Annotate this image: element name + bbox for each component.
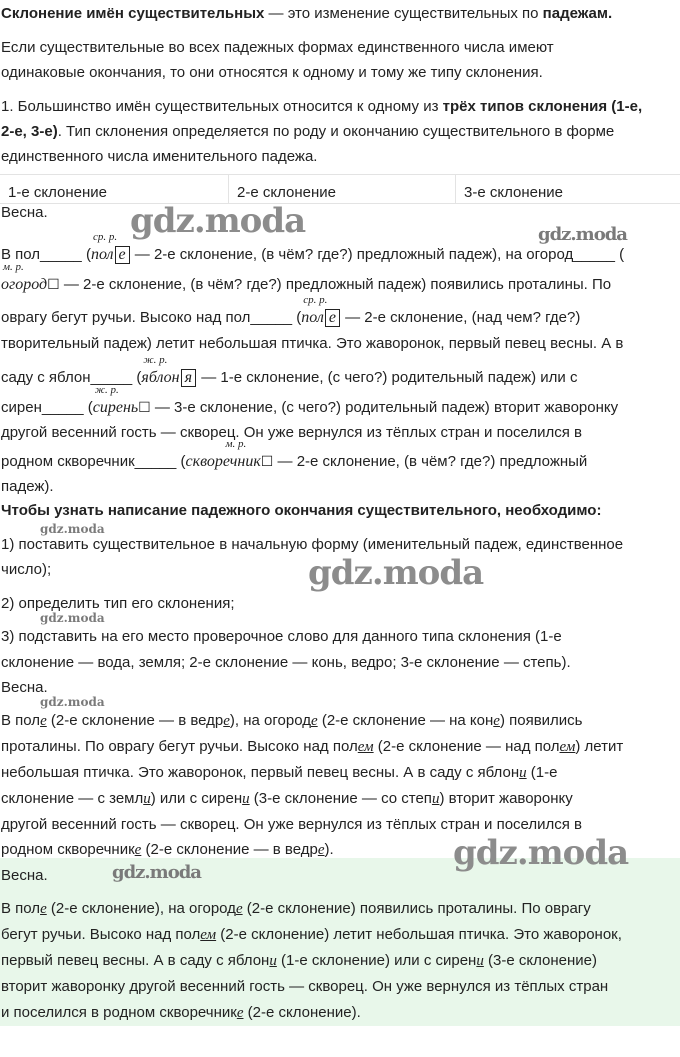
- ending: и: [143, 791, 151, 807]
- text: ) вторит жаворонку: [439, 790, 573, 807]
- rule-title: [1, 501, 601, 521]
- ending: и: [519, 765, 527, 781]
- text: (2-е склонение) летит небольшая птичка. Это жаворонок,: [216, 926, 622, 943]
- ending: е: [493, 713, 500, 729]
- rule-line: число);: [1, 561, 52, 578]
- text: (2-е склонение — в ведр: [46, 712, 224, 729]
- ending: е: [40, 713, 47, 729]
- text: сирен_____ (: [1, 399, 93, 416]
- text: склонение — с земл: [1, 790, 144, 807]
- paragraph-line: одинаковые окончания, то они относятся к одному и тому же типу склонения.: [1, 64, 543, 81]
- table-header-cell: 1-е склонение: [8, 184, 107, 201]
- watermark: gdz.moda: [40, 611, 105, 625]
- answer-line: [1, 925, 622, 945]
- paragraph-line: Если существительные во всех падежных формах единственного числа имеют: [1, 39, 554, 56]
- empty-ending-square: ☐: [138, 399, 151, 415]
- answer-line: [1, 951, 597, 971]
- bold-text: трёх типов склонения (1-е,: [442, 98, 643, 115]
- gender-mark: ср. р.: [303, 294, 328, 306]
- text: 1. Большинство имён существительных относится к одному из: [1, 98, 443, 115]
- gender-mark: м. р.: [3, 261, 24, 273]
- check-line: [1, 763, 557, 783]
- ending: и: [269, 953, 277, 969]
- watermark: gdz.moda: [40, 522, 105, 536]
- exercise-line: [1, 438, 588, 472]
- annotated-word: [92, 384, 139, 418]
- text: бегут ручьи. Высоко над пол: [1, 926, 201, 943]
- text: родном скворечник: [1, 841, 135, 858]
- ending: ем: [357, 739, 374, 755]
- italic-word: сирень: [92, 399, 139, 416]
- ending: и: [431, 791, 440, 807]
- text: — 2-е склонение, (в чём? где?) предложный: [273, 453, 588, 470]
- text: оврагу бегут ручьи. Высоко над пол_____ (: [1, 309, 302, 326]
- ending: и: [476, 953, 484, 969]
- italic-word: скворечник: [185, 453, 261, 470]
- paragraph-line: [1, 97, 642, 117]
- text: саду с яблон_____ (: [1, 369, 142, 386]
- exercise-line: падеж).: [1, 478, 54, 495]
- text: (3-е склонение): [483, 952, 597, 969]
- ending: е: [235, 901, 243, 917]
- text: небольшая птичка. Это жаворонок, первый певец весны. А в саду с яблон: [1, 764, 520, 781]
- gender-mark: ср. р.: [92, 231, 118, 243]
- check-line: [1, 711, 583, 731]
- check-title: Весна.: [1, 679, 48, 696]
- table-header-cell: 3-е склонение: [455, 175, 680, 203]
- text: (2-е склонение), на огород: [46, 900, 236, 917]
- text: . Тип склонения определяется по роду и окончанию существительного в форме: [57, 123, 615, 140]
- italic-word: огород: [1, 276, 48, 293]
- paragraph-line: единственного числа именительного падежа.: [1, 148, 318, 165]
- text: В пол_____ (: [1, 246, 91, 263]
- annotated-word: [301, 294, 328, 328]
- italic-word: пол: [301, 309, 324, 326]
- exercise-line: другой весенний гость — скворец. Он уже вернулся из тёплых стран и поселился в: [1, 424, 583, 441]
- definition-keyword: падежам.: [542, 5, 613, 22]
- rule-line: склонение — вода, земля; 2-е склонение — конь, ведро; 3-е склонение — степь).: [1, 654, 571, 671]
- rule-title-text: Чтобы узнать написание падежного окончания существительного, необходимо:: [1, 502, 602, 519]
- text: — 1-е склонение, (с чего?) родительный падеж) или с: [197, 369, 578, 386]
- ending: е: [134, 842, 142, 858]
- watermark: gdz.moda: [308, 553, 484, 593]
- definition-text: — это изменение существительных по: [264, 5, 543, 22]
- rule-line: 1) поставить существительное в начальную форму (именительный падеж, единственное: [1, 536, 624, 553]
- gender-mark: ж. р.: [143, 354, 168, 366]
- text: и поселился в родном скворечник: [1, 1004, 237, 1021]
- text: ) летит: [575, 738, 624, 755]
- text: ).: [324, 841, 334, 858]
- text: — 3-е склонение, (с чего?) родительный падеж) вторит жаворонку: [150, 399, 619, 416]
- answer-line: вторит жаворонку другой весенний гость — скворец. Он уже вернулся из тёплых стран: [1, 978, 609, 995]
- empty-ending-square: ☐: [260, 453, 274, 469]
- declension-table: [0, 174, 680, 204]
- watermark: gdz.moda: [40, 695, 105, 709]
- text: — 2-е склонение, (в чём? где?) предложный падеж), на огород_____ (: [130, 246, 625, 263]
- text: (2-е склонение — на кон: [317, 712, 494, 729]
- table-header-cell: 2-е склонение: [228, 175, 455, 203]
- text: ) или с сирен: [150, 790, 243, 807]
- answer-line: [1, 1003, 361, 1023]
- paragraph-line: [1, 122, 614, 142]
- text: (2-е склонение).: [243, 1004, 361, 1021]
- ending-box: е: [115, 246, 130, 264]
- exercise-line: творительный падеж) летит небольшая птичка. Это жаворонок, первый певец весны. А в: [1, 335, 624, 352]
- exercise-title: Весна.: [1, 204, 48, 221]
- text: (2-е склонение) появились проталины. По оврагу: [242, 900, 591, 917]
- definition: [1, 4, 612, 24]
- italic-word: пол: [90, 246, 114, 263]
- rule-line: 3) подставить на его место проверочное слово для данного типа склонения (1-е: [1, 628, 562, 645]
- annotated-word: [90, 231, 118, 265]
- annotated-word: [1, 261, 48, 295]
- text: — 2-е склонение, (над чем? где?): [340, 309, 581, 326]
- ending: е: [236, 1005, 244, 1021]
- answer-line: [1, 899, 591, 919]
- text: (3-е склонение — со степ: [249, 790, 432, 807]
- check-line: [1, 737, 623, 757]
- exercise-line: [1, 261, 612, 295]
- answer-title: Весна.: [1, 867, 48, 884]
- bold-text: 2-е, 3-е): [1, 123, 58, 140]
- text: В пол: [1, 712, 41, 729]
- text: — 2-е склонение, (в чём? где?) предложный падеж) появились проталины. По: [59, 276, 612, 293]
- watermark: gdz.moda: [130, 201, 306, 241]
- check-line: [1, 840, 334, 860]
- text: ) появились: [499, 712, 583, 729]
- ending: и: [242, 791, 250, 807]
- exercise-line: [1, 294, 581, 328]
- ending: ем: [559, 739, 576, 755]
- definition-term: Склонение имён существительных: [1, 5, 265, 22]
- ending: е: [40, 901, 47, 917]
- gender-mark: м. р.: [225, 438, 247, 450]
- check-line: [1, 789, 573, 809]
- watermark: gdz.moda: [112, 862, 201, 883]
- text: ), на огород: [229, 712, 311, 729]
- ending-box: е: [325, 309, 340, 327]
- text: (1-е склонение) или с сирен: [276, 952, 477, 969]
- watermark: gdz.moda: [538, 224, 627, 245]
- ending-box: я: [181, 369, 196, 387]
- ending: е: [223, 713, 230, 729]
- annotated-word: [185, 438, 261, 472]
- text: (1-е: [526, 764, 558, 781]
- check-line: другой весенний гость — скворец. Он уже вернулся из тёплых стран и поселился в: [1, 816, 583, 833]
- watermark: gdz.moda: [453, 833, 629, 873]
- ending: е: [317, 842, 325, 858]
- annotated-word: [141, 354, 180, 388]
- exercise-line: [1, 354, 578, 388]
- text: (2-е склонение — над пол: [373, 738, 560, 755]
- italic-word: яблон: [141, 369, 180, 386]
- empty-ending-square: ☐: [47, 276, 60, 292]
- text: первый певец весны. А в саду с яблон: [1, 952, 270, 969]
- text: (2-е склонение — в ведр: [141, 841, 318, 858]
- ending: е: [310, 713, 318, 729]
- text: родном скворечник_____ (: [1, 453, 186, 470]
- gender-mark: ж. р.: [94, 384, 119, 396]
- ending: ем: [200, 927, 217, 943]
- text: проталины. По оврагу бегут ручьи. Высоко над пол: [1, 738, 358, 755]
- text: В пол: [1, 900, 41, 917]
- exercise-line: [1, 384, 619, 418]
- rule-line: 2) определить тип его склонения;: [1, 595, 235, 612]
